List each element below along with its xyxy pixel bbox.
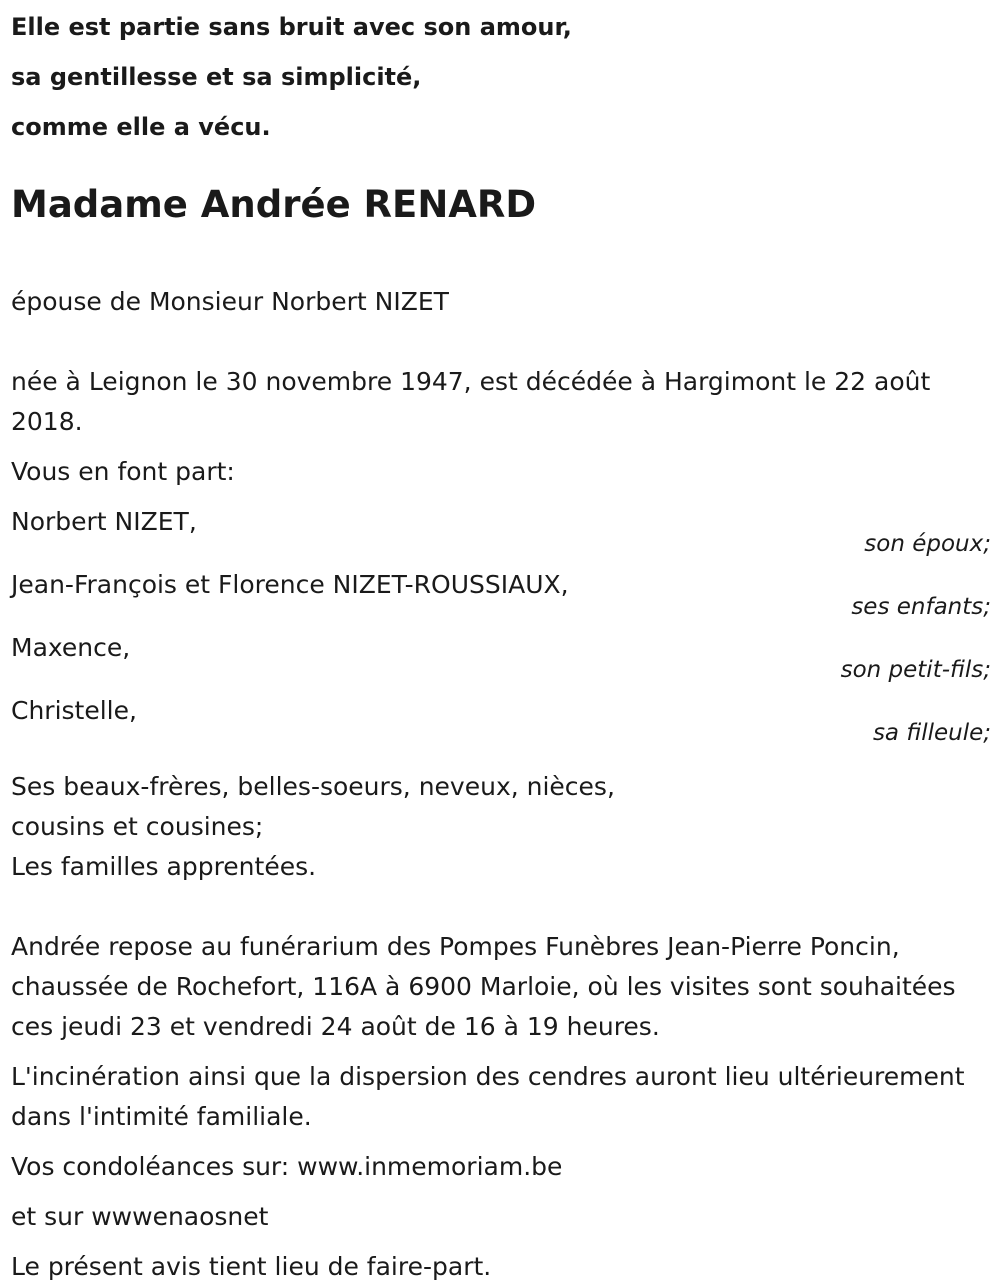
family-list — [11, 502, 991, 754]
other-relatives-line-1: Ses beaux-frères, belles-soeurs, neveux, nièces, — [11, 772, 615, 801]
family-member: Norbert NIZET, — [11, 507, 197, 536]
family-row — [11, 565, 991, 628]
deceased-name: Madame Andrée RENARD — [11, 183, 537, 226]
family-row — [11, 628, 991, 691]
also-on-line: et sur wwwenaosnet — [11, 1202, 269, 1231]
condolences-line: Vos condoléances sur: www.inmemoriam.be — [11, 1152, 563, 1181]
intro-line-1: Elle est partie sans bruit avec son amour, — [11, 13, 572, 41]
cremation-paragraph: L'incinération ainsi que la dispersion des cendres auront lieu ultérieurement dans l'intimité familiale. — [11, 1062, 965, 1131]
other-relatives-line-3: Les familles apprentées. — [11, 852, 317, 881]
announce-line: Vous en font part: — [11, 457, 235, 486]
family-relation: son petit-fils; — [840, 657, 991, 683]
birth-death-line: née à Leignon le 30 novembre 1947, est décédée à Hargimont le 22 août 2018. — [11, 367, 931, 436]
obituary-notice — [11, 0, 991, 1287]
family-member: Maxence, — [11, 633, 131, 662]
family-relation: son époux; — [864, 531, 991, 557]
family-member: Christelle, — [11, 696, 137, 725]
funerarium-paragraph: Andrée repose au funérarium des Pompes Funèbres Jean-Pierre Poncin, chaussée de Rochefort, 116A à 6900 Marloie, où les visites sont souhaitées ces jeudi 23 et vendredi 24 août de 16 à 19 heures. — [11, 932, 956, 1041]
family-row — [11, 502, 991, 565]
family-member: Jean-François et Florence NIZET-ROUSSIAUX, — [11, 570, 569, 599]
intro-line-2: sa gentillesse et sa simplicité, — [11, 63, 422, 91]
family-relation: sa filleule; — [872, 720, 991, 746]
other-relatives — [11, 767, 991, 887]
spouse-line: épouse de Monsieur Norbert NIZET — [11, 287, 449, 316]
family-relation: ses enfants; — [851, 594, 991, 620]
intro-line-3: comme elle a vécu. — [11, 113, 271, 141]
family-row — [11, 691, 991, 754]
other-relatives-line-2: cousins et cousines; — [11, 812, 264, 841]
intro-verse — [11, 2, 991, 152]
notice-line: Le présent avis tient lieu de faire-part. — [11, 1252, 492, 1281]
